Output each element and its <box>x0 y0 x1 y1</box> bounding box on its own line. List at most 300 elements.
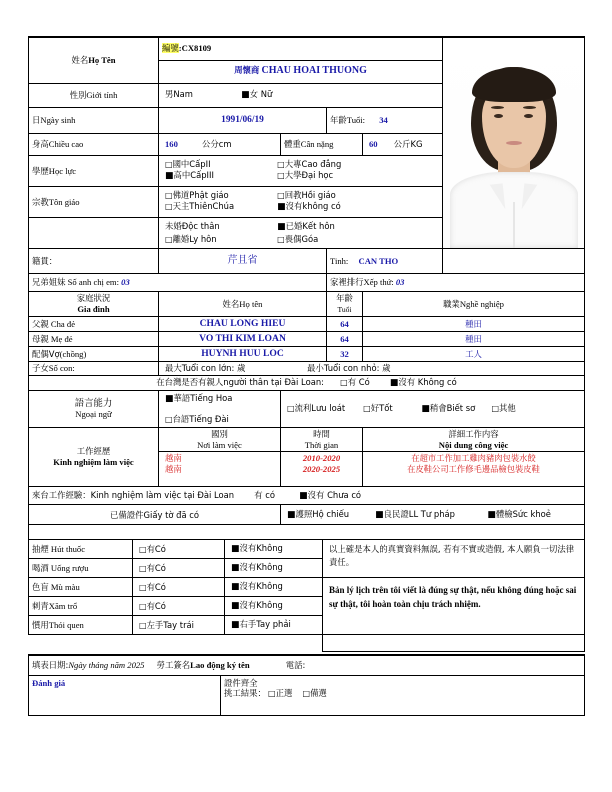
spouse-job: 工人 <box>465 348 482 359</box>
family-name-mother[interactable] <box>159 331 327 346</box>
level-option-3[interactable] <box>491 403 515 413</box>
father-age: 64 <box>340 318 349 329</box>
family-col3-header <box>327 292 363 317</box>
taiwan-yes-label: 有 có <box>254 489 275 500</box>
mother-name: VO THI KIM LOAN <box>199 332 286 344</box>
work-h-content-cn: 詳細工作内容 <box>448 428 499 439</box>
marital-options-cell <box>159 218 443 249</box>
birth-label-cn: 日 <box>32 115 41 126</box>
habits-spacer-cell <box>29 635 323 652</box>
tattoo-yes-checkbox-icon: □ <box>139 601 147 611</box>
rel-checkbox-1-icon: □ <box>277 191 285 201</box>
habit-no-drinking[interactable] <box>225 559 323 578</box>
gender-label-cn: 性別 <box>69 90 87 101</box>
spouse-age: 32 <box>340 348 349 359</box>
colorblind-no-label: 沒有Không <box>239 581 283 592</box>
father-job: 種田 <box>465 318 482 329</box>
taiwan-experience-row <box>29 487 585 505</box>
work-time-1: 2020-2025 <box>302 464 341 475</box>
lang-checkbox-1-icon: □ <box>165 414 173 424</box>
doc-label-1: 良民證LL Tư pháp <box>383 508 455 519</box>
lang-option-1[interactable] <box>165 414 277 425</box>
height-value: 160 <box>165 139 178 149</box>
habits-bottom-spacer <box>29 635 585 652</box>
education-label-cn: 學歷 <box>32 165 49 176</box>
rel-label-2: 天主ThiênChúa <box>172 201 235 212</box>
smoking-no-checkbox-icon: ■ <box>231 544 240 555</box>
age-label-cn: 年齡 <box>330 115 347 126</box>
rel-option-3[interactable] <box>277 201 341 211</box>
mar-label-1: 已婚Kết hôn <box>285 221 335 232</box>
language-types-cell <box>159 390 281 427</box>
mar-option-3[interactable] <box>277 234 318 244</box>
edu-checkbox-2-icon: ■ <box>165 171 174 182</box>
family-col1-header <box>29 292 159 317</box>
habit-row-smoking <box>29 540 585 559</box>
weight-label-cn: 體重 <box>284 139 301 149</box>
relatives-yes-label: 有 Có <box>347 376 370 387</box>
level-checkbox-2-icon: ■ <box>421 403 430 414</box>
family-h3-cn: 年齡 <box>336 293 353 304</box>
mar-label-0: 未婚Độc thân <box>165 221 220 232</box>
siblings-label-cn: 兄弟姐妹 <box>32 277 66 288</box>
taiwan-yes-option[interactable] <box>254 490 275 500</box>
tattoo-yes-label: 有Có <box>146 600 166 611</box>
family-age-spouse[interactable] <box>327 346 363 361</box>
doc-checkbox-0-icon: ■ <box>287 509 296 520</box>
religion-label-cn: 宗教 <box>32 196 49 207</box>
children-ages-cell[interactable] <box>159 361 585 375</box>
family-h2-cn: 姓名 <box>222 298 240 309</box>
level-option-2[interactable] <box>421 403 489 415</box>
birth-value-cell[interactable] <box>159 108 327 134</box>
habit-yes-drinking[interactable] <box>133 559 225 578</box>
rel-option-0[interactable] <box>165 190 275 201</box>
work-time-cell[interactable] <box>281 452 363 487</box>
family-age-mother[interactable] <box>327 331 363 346</box>
doc-checkbox-1-icon: ■ <box>375 509 384 520</box>
language-label-cell <box>29 390 159 427</box>
relatives-taiwan-row <box>29 375 585 390</box>
smoking-label-vn: Hút thuốc <box>50 544 86 555</box>
taiwan-no-checkbox-icon: ■ <box>299 490 308 501</box>
hand-right-checkbox-icon: ■ <box>231 620 240 631</box>
family-h1-vn: Gia đinh <box>77 304 110 314</box>
evaluation-row <box>29 675 585 715</box>
result-label-1: 備選 <box>310 688 327 699</box>
code-label: 編號 <box>162 43 179 54</box>
table-row <box>29 317 585 332</box>
taiwan-exp-label: 來台工作經驗：Kinh nghiệm làm việc tại Đài Loan <box>32 489 235 500</box>
work-place-1: 越南 <box>165 463 182 474</box>
height-label-vn: Chiều cao <box>48 139 84 149</box>
height-label-cell <box>29 133 159 155</box>
language-label-cn: 語言能力 <box>74 397 113 409</box>
siblings-cell <box>29 274 327 292</box>
photo-collar-left <box>490 184 506 211</box>
siblings-value: 03 <box>121 277 130 288</box>
hand-label-vn: Thói quen <box>48 620 84 631</box>
edu-option-1[interactable] <box>277 159 341 169</box>
age-value: 34 <box>379 115 388 126</box>
level-checkbox-1-icon: □ <box>363 403 371 413</box>
order-label-cn: 家裡排行 <box>330 277 364 288</box>
spouse-name: HUYNH HUU LOC <box>201 347 284 359</box>
result-option-0[interactable] <box>268 688 292 698</box>
habit-label-smoking <box>29 540 133 559</box>
habit-no-handedness[interactable] <box>225 616 323 635</box>
mother-job: 種田 <box>465 333 482 344</box>
female-label: 女 Nữ <box>249 89 273 100</box>
photo-eye-left <box>494 114 503 118</box>
table-row <box>29 331 585 346</box>
children-label-cn: 子女 <box>32 362 49 373</box>
relatives-no-label: 沒有 Không có <box>398 376 457 387</box>
edu-label-1: 大專Cao đẳng <box>284 159 342 170</box>
edu-option-2[interactable] <box>165 170 275 182</box>
relatives-no-option[interactable] <box>390 377 457 387</box>
gender-male-option[interactable] <box>165 89 239 100</box>
level-checkbox-3-icon: □ <box>491 403 500 413</box>
language-label-vn: Ngoại ngữ <box>75 409 112 420</box>
origin-photo-filler <box>443 249 585 274</box>
height-value-cell[interactable] <box>159 133 281 155</box>
documents-options-cell <box>281 505 585 525</box>
result-option-1[interactable] <box>303 688 327 698</box>
smoking-yes-label: 有Có <box>146 543 166 554</box>
habits-declaration-table <box>28 539 585 652</box>
habit-row-colorblind <box>29 578 585 597</box>
edu-label-0: 國中CấpII <box>172 159 211 170</box>
work-content-0: 在超市工作加工雞肉豬肉包裝水餃 <box>411 453 536 464</box>
lang-label-1: 台語Tiếng Đài <box>172 413 229 424</box>
smoking-no-label: 沒有Không <box>239 543 283 554</box>
birth-label-vn: Ngày sinh <box>40 115 76 126</box>
docs-complete-label: 證件齊全 <box>224 677 258 688</box>
family-job-mother[interactable] <box>363 331 585 346</box>
children-row <box>29 361 585 375</box>
smoking-label-cn: 抽煙 <box>32 544 49 555</box>
photo-mouth <box>506 141 522 145</box>
origin-province: 芹且省 <box>227 254 258 266</box>
evaluation-label: Đánh giá <box>32 677 66 688</box>
result-label: 挑工結果： <box>224 688 266 699</box>
birth-order-cell <box>327 274 585 292</box>
gender-label-cell <box>29 83 159 108</box>
hand-right-label: 右手Tay phải <box>239 619 291 630</box>
relatives-yes-option[interactable] <box>340 377 370 387</box>
father-name: CHAU LONG HIEU <box>199 318 286 329</box>
origin-row <box>29 249 585 274</box>
mar-checkbox-3-icon: □ <box>277 234 285 244</box>
relatives-no-checkbox-icon: ■ <box>389 377 399 388</box>
doc-option-2[interactable] <box>487 509 551 519</box>
colorblind-yes-checkbox-icon: □ <box>139 582 147 592</box>
name-label-cell <box>29 37 159 83</box>
religion-options-cell <box>159 187 443 218</box>
tinh-label: Tinh: <box>330 255 349 266</box>
weight-label-vn: Cân nặng <box>300 139 334 149</box>
education-label-vn: Học lực <box>48 165 77 176</box>
result-checkbox-1-icon: □ <box>302 689 311 699</box>
sign-label-vn: Lao động ký tên <box>190 660 250 671</box>
hand-left-label: 左手Tay trái <box>146 619 194 630</box>
education-label-cell <box>29 156 159 187</box>
lang-option-0[interactable] <box>165 393 277 405</box>
family-h4-vn: Nghề nghiệp <box>459 298 504 309</box>
father-rel-cn: 父親 <box>32 318 49 329</box>
children-youngest: 最小Tuổi con nhỏ: 歲 <box>307 362 391 373</box>
name-vn: CHAU HOAI THUONG <box>261 65 367 77</box>
taiwan-experience-cell <box>29 487 585 505</box>
hand-label-cn: 慣用 <box>32 620 49 631</box>
family-h2-vn: Họ tên <box>239 298 263 309</box>
spouse-rel-vn: (chồng) <box>59 348 87 359</box>
order-value: 03 <box>395 277 405 288</box>
work-header-row <box>29 427 585 451</box>
work-place-0: 越南 <box>165 453 182 464</box>
gender-options-cell <box>159 83 443 108</box>
work-time-0: 2010-2020 <box>302 453 341 464</box>
relatives-yes-checkbox-icon: □ <box>340 377 348 387</box>
edu-option-0[interactable] <box>165 159 275 170</box>
height-label-cn: 身高 <box>32 139 49 149</box>
main-form-table <box>28 36 585 539</box>
work-content-cell[interactable] <box>363 452 585 487</box>
edu-label-3: 大學Đại học <box>284 170 334 181</box>
level-label-1: 好Tốt <box>370 402 393 413</box>
habit-no-smoking[interactable] <box>225 540 323 559</box>
tattoo-no-label: 沒有Không <box>239 600 283 611</box>
children-oldest: 最大Tuổi con lớn: 歲 <box>165 362 246 373</box>
family-rel-spouse <box>29 346 159 361</box>
tinh-cell <box>327 249 443 274</box>
habit-label-tattoo <box>29 597 133 616</box>
colorblind-yes-label: 有Có <box>146 581 166 592</box>
colorblind-label-cn: 色盲 <box>32 582 49 593</box>
lang-checkbox-0-icon: ■ <box>165 394 174 405</box>
photo-hair-front <box>472 68 556 102</box>
habit-yes-smoking[interactable] <box>133 540 225 559</box>
work-time-header <box>281 427 363 451</box>
rel-checkbox-2-icon: □ <box>165 202 173 212</box>
height-unit: 公分cm <box>202 139 232 149</box>
mother-rel-cn: 母親 <box>32 333 49 344</box>
language-levels-cell <box>281 390 585 427</box>
family-header-row <box>29 292 585 317</box>
family-col4-header <box>363 292 585 317</box>
footer-signature-row <box>29 655 585 676</box>
habit-label-colorblind <box>29 578 133 597</box>
declaration-cn: 以上確是本人的真實資料無誤, 若有不實或造假, 本人願負一切法律責任。 <box>329 544 575 568</box>
doc-checkbox-2-icon: ■ <box>487 509 496 520</box>
family-name-father[interactable] <box>159 317 327 332</box>
education-options-cell <box>159 156 443 187</box>
lang-label-0: 華語Tiếng Hoa <box>173 393 233 404</box>
mar-label-3: 喪偶Góa <box>284 233 319 244</box>
work-place-cell[interactable] <box>159 452 281 487</box>
level-label-2: 稍會Biết sơ <box>429 402 476 413</box>
footer-signature-cell <box>29 655 585 676</box>
name-label-vn: Họ Tên <box>88 54 116 65</box>
rel-option-1[interactable] <box>277 190 336 200</box>
work-h-time-cn: 時間 <box>313 428 330 439</box>
tinh-value: CAN THO <box>358 255 399 266</box>
family-age-father[interactable] <box>327 317 363 332</box>
name-label-cn: 姓名 <box>71 54 89 65</box>
male-label: 男Nam <box>165 89 193 100</box>
level-option-0[interactable] <box>287 403 361 414</box>
edu-option-3[interactable] <box>277 170 333 180</box>
application-form <box>28 36 584 716</box>
family-job-father[interactable] <box>363 317 585 332</box>
date-label: 填表日期: <box>32 660 69 671</box>
doc-option-0[interactable] <box>287 509 373 521</box>
photo-placket <box>513 202 515 248</box>
code-cell <box>159 37 443 60</box>
habit-yes-colorblind[interactable] <box>133 578 225 597</box>
level-label-3: 其他 <box>499 402 516 413</box>
work-h-time-vn: Thời gian <box>304 439 339 450</box>
spouse-rel-cn: 配偶Vợ <box>32 348 60 359</box>
work-h-content-vn: Nội dung công việc <box>438 439 509 450</box>
siblings-label-vn: Số anh chị em: <box>67 277 119 288</box>
religion-label-cell <box>29 187 159 218</box>
result-label-0: 正選 <box>275 688 293 699</box>
colorblind-label-vn: Mù màu <box>50 582 80 593</box>
work-label-vn: Kinh nghiệm làm việc <box>53 457 134 468</box>
date-value: Ngày tháng năm 2025 <box>68 660 145 671</box>
rel-label-0: 佛道Phật giáo <box>172 190 229 201</box>
weight-value: 60 <box>369 139 378 149</box>
documents-label: 已備證件Giấy tờ đã có <box>110 509 199 520</box>
mar-checkbox-1-icon: ■ <box>277 222 286 233</box>
rel-label-1: 回教Hồi giáo <box>284 190 336 201</box>
spacer-row <box>29 525 585 540</box>
work-h-place-cn: 國別 <box>211 428 228 439</box>
mother-rel-vn: Mẹ đẻ <box>50 333 73 344</box>
evaluation-result-cell <box>221 675 585 715</box>
footer-table <box>28 654 585 716</box>
mar-option-1[interactable] <box>277 221 335 231</box>
level-option-1[interactable] <box>363 403 419 414</box>
mar-option-2[interactable] <box>165 234 275 245</box>
relatives-question: 在台灣是否有親人người thân tại Đài Loan: <box>156 376 324 387</box>
edu-checkbox-1-icon: □ <box>277 160 285 170</box>
edu-checkbox-0-icon: □ <box>165 160 173 170</box>
rel-checkbox-3-icon: ■ <box>277 202 286 213</box>
drinking-label-cn: 喝酒 <box>32 563 49 574</box>
level-label-0: 流利Lưu loát <box>294 402 346 413</box>
tattoo-no-checkbox-icon: ■ <box>231 601 240 612</box>
origin-province-cell[interactable] <box>159 249 327 274</box>
code-value: :CX8109 <box>178 43 212 54</box>
taiwan-no-option[interactable] <box>299 490 361 500</box>
religion-label-vn: Tôn giáo <box>48 196 80 207</box>
sign-label-cn: 勞工簽名 <box>156 660 191 671</box>
habit-yes-tattoo[interactable] <box>133 597 225 616</box>
order-label-vn: Xếp thứ: <box>363 277 394 288</box>
doc-label-0: 護照Hộ chiếu <box>295 508 350 519</box>
habit-no-tattoo[interactable] <box>225 597 323 616</box>
edu-label-2: 高中CấpIII <box>173 170 214 181</box>
relatives-taiwan-cell <box>29 375 585 390</box>
level-checkbox-0-icon: □ <box>287 403 295 413</box>
declaration-vn-cell <box>323 578 585 635</box>
result-checkbox-0-icon: □ <box>268 689 276 699</box>
tattoo-label-vn: Xăm trổ <box>48 601 78 612</box>
mother-age: 64 <box>340 333 349 344</box>
origin-label-cell <box>29 249 159 274</box>
weight-unit: 公斤KG <box>393 139 423 149</box>
phone-label: 電話: <box>285 660 306 671</box>
family-col2-header <box>159 292 327 317</box>
mar-checkbox-2-icon: □ <box>165 234 173 244</box>
children-label-vn: Số con: <box>48 362 75 373</box>
name-value-cell <box>159 60 443 83</box>
edu-checkbox-3-icon: □ <box>277 171 285 181</box>
rel-option-2[interactable] <box>165 201 275 212</box>
habit-label-drinking <box>29 559 133 578</box>
declaration-cn-cell <box>323 540 585 578</box>
weight-value-cell[interactable] <box>363 133 443 155</box>
work-place-header <box>159 427 281 451</box>
photo-eye-right <box>524 114 533 118</box>
colorblind-no-checkbox-icon: ■ <box>231 582 240 593</box>
habit-label-handedness <box>29 616 133 635</box>
evaluation-label-cell <box>29 675 221 715</box>
mar-label-2: 離婚Ly hôn <box>172 233 217 244</box>
name-cn: 周懷商 <box>234 65 260 76</box>
taiwan-no-label: 沒有 Chưa có <box>307 489 362 500</box>
father-rel-vn: Cha đẻ <box>50 318 76 329</box>
weight-label-cell <box>281 133 363 155</box>
hand-left-checkbox-icon: □ <box>139 620 147 630</box>
family-rel-father <box>29 317 159 332</box>
drinking-yes-checkbox-icon: □ <box>139 563 147 573</box>
work-label-cn: 工作經歷 <box>76 446 111 457</box>
family-job-spouse[interactable] <box>363 346 585 361</box>
language-row <box>29 390 585 427</box>
age-label-vn: Tuổi: <box>346 115 366 126</box>
doc-option-1[interactable] <box>375 509 485 521</box>
declaration-vn: Bản lý lịch trên tôi viết là đúng sự thật, nếu không đúng hoặc sai sự thật, tôi hoàn toàn chịu trách nhiệm. <box>329 585 577 609</box>
female-checkbox-icon: ■ <box>241 90 250 101</box>
applicant-photo <box>443 38 584 248</box>
work-content-1: 在皮鞋公司工作修毛邊品檢包裝皮鞋 <box>407 463 540 474</box>
marital-label-cell <box>29 218 159 249</box>
spacer-cell <box>29 525 585 540</box>
rel-checkbox-0-icon: □ <box>165 191 173 201</box>
documents-label-cell <box>29 505 281 525</box>
habit-no-colorblind[interactable] <box>225 578 323 597</box>
documents-row <box>29 505 585 525</box>
photo-cell <box>443 37 585 249</box>
siblings-row <box>29 274 585 292</box>
birth-value: 1991/06/19 <box>221 115 264 126</box>
family-name-spouse[interactable] <box>159 346 327 361</box>
family-h3-vn: Tuổi <box>337 305 352 314</box>
table-row <box>29 346 585 361</box>
drinking-no-checkbox-icon: ■ <box>231 563 240 574</box>
gender-label-vn: Giới tính <box>86 90 118 101</box>
gender-female-option[interactable] <box>241 89 272 99</box>
habit-yes-handedness[interactable] <box>133 616 225 635</box>
work-label-cell <box>29 427 159 486</box>
mar-option-0[interactable] <box>165 221 275 232</box>
drinking-no-label: 沒有Không <box>239 562 283 573</box>
origin-label: 籍貫： <box>32 255 58 266</box>
